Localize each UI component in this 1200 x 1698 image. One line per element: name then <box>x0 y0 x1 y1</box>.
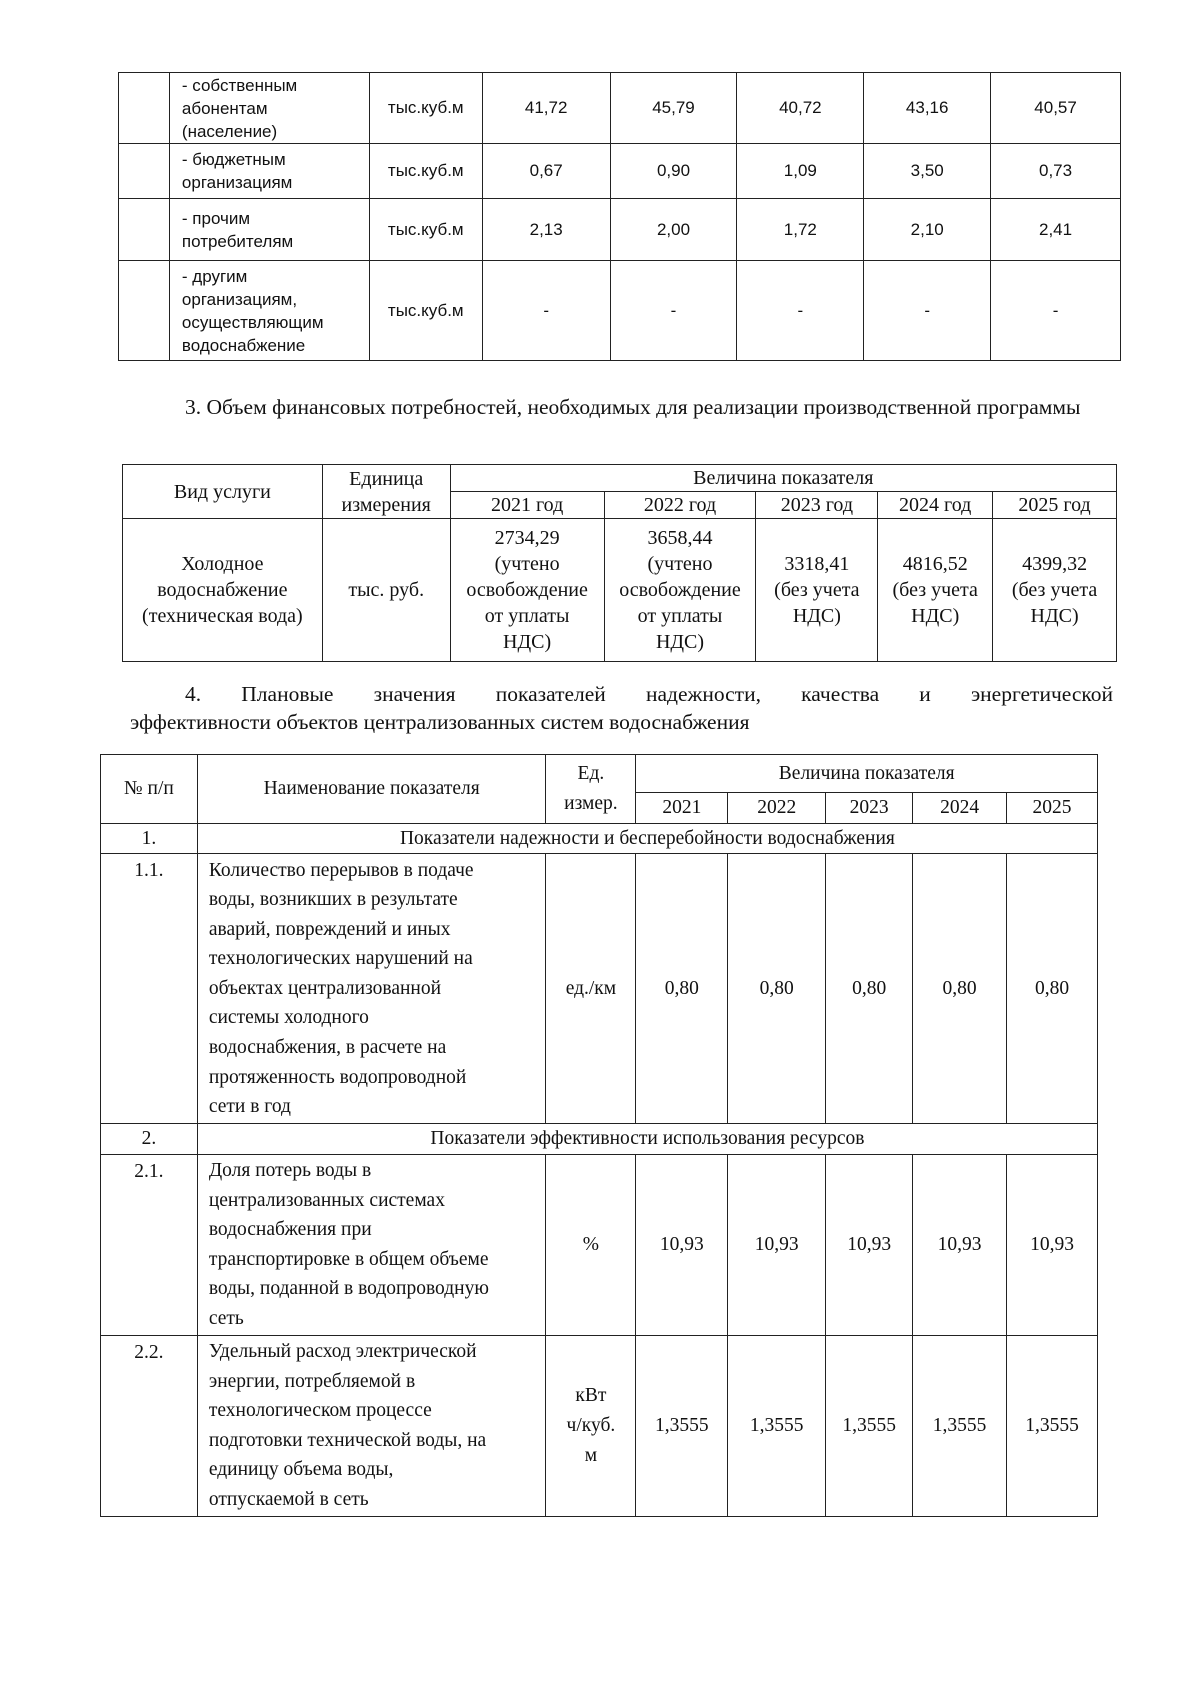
value-2022: 45,79 <box>610 73 737 144</box>
value-2023: 0,80 <box>826 854 913 1124</box>
header-year: 2023 <box>826 793 913 824</box>
section-4-heading <box>130 680 1113 708</box>
value-2023: 1,09 <box>737 144 864 199</box>
row-num: 1.1. <box>101 854 198 1124</box>
section-title: Показатели надежности и бесперебойности водоснабжения <box>197 823 1097 854</box>
value-2023: 1,3555 <box>826 1335 913 1516</box>
section-title: Показатели эффективности использования ресурсов <box>197 1124 1097 1155</box>
header-value: Величина показателя <box>636 755 1098 793</box>
indicator-name: Удельный расход электрической энергии, потребляемой в технологическом процессе подготовки технической воды, на единицу объема воды, отпускаемой в сеть <box>197 1335 546 1516</box>
row-num-cell <box>119 144 170 199</box>
value-2025: 40,57 <box>991 73 1121 144</box>
table-row <box>101 854 1098 1124</box>
value-2023: 10,93 <box>826 1154 913 1335</box>
section-num: 1. <box>101 823 198 854</box>
table-row <box>123 519 1117 662</box>
table-row <box>119 144 1121 199</box>
table-row <box>119 73 1121 144</box>
section-4-heading-line-2: эффективности объектов централизованных систем водоснабжения <box>130 710 750 734</box>
value-2024: 4816,52 (без учета НДС) <box>878 519 993 662</box>
consumer-unit: тыс.куб.м <box>369 73 482 144</box>
header-year: 2025 год <box>993 492 1117 519</box>
header-value: Величина показателя <box>450 465 1116 492</box>
value-2022: 3658,44 (учтено освобождение от уплаты НДС) <box>604 519 756 662</box>
section-3-heading: 3. Объем финансовых потребностей, необходимых для реализации производственной программы <box>185 395 1081 419</box>
value-2021: 41,72 <box>482 73 610 144</box>
value-2025: 0,80 <box>1007 854 1098 1124</box>
value-2022: 2,00 <box>610 199 737 261</box>
row-num: 2.1. <box>101 1154 198 1335</box>
indicator-name: Количество перерывов в подаче воды, возникших в результате аварий, повреждений и иных технологических нарушений на объектах централизованной системы холодного водоснабжения, в расчете на протяженность водопроводной сети в год <box>197 854 546 1124</box>
value-2022: 1,3555 <box>728 1335 826 1516</box>
header-num: № п/п <box>101 755 198 824</box>
header-year: 2021 <box>636 793 728 824</box>
header-year: 2025 <box>1007 793 1098 824</box>
table-row <box>119 199 1121 261</box>
value-2024: 1,3555 <box>913 1335 1007 1516</box>
value-2025: 10,93 <box>1007 1154 1098 1335</box>
section-4-heading-line-1: 4. Плановые значения показателей надежности, качества и энергетической <box>185 682 1113 706</box>
indicator-unit: кВт ч/куб. м <box>546 1335 636 1516</box>
header-unit: Ед. измер. <box>546 755 636 824</box>
value-2021: 2734,29 (учтено освобождение от уплаты НДС) <box>450 519 604 662</box>
value-2024: 10,93 <box>913 1154 1007 1335</box>
value-2025: - <box>991 261 1121 361</box>
row-num: 2.2. <box>101 1335 198 1516</box>
table-row <box>119 261 1121 361</box>
header-year: 2024 <box>913 793 1007 824</box>
section-row <box>101 1124 1098 1155</box>
consumer-label: - другим организациям, осуществляющим водоснабжение <box>169 261 369 361</box>
value-2023: - <box>737 261 864 361</box>
consumer-unit: тыс.куб.м <box>369 261 482 361</box>
row-num-cell <box>119 199 170 261</box>
value-2021: 0,80 <box>636 854 728 1124</box>
indicators-table <box>100 754 1098 1517</box>
value-2021: 0,67 <box>482 144 610 199</box>
value-2025: 2,41 <box>991 199 1121 261</box>
value-2023: 40,72 <box>737 73 864 144</box>
value-2025: 1,3555 <box>1007 1335 1098 1516</box>
header-unit: Единица измерения <box>322 465 450 519</box>
value-2022: 0,80 <box>728 854 826 1124</box>
header-year: 2024 год <box>878 492 993 519</box>
value-2022: 0,90 <box>610 144 737 199</box>
financial-needs-table <box>122 464 1117 662</box>
value-2025: 0,73 <box>991 144 1121 199</box>
value-2024: 2,10 <box>864 199 991 261</box>
consumer-label: - прочим потребителям <box>169 199 369 261</box>
service-unit: тыс. руб. <box>322 519 450 662</box>
value-2021: 10,93 <box>636 1154 728 1335</box>
row-num-cell <box>119 261 170 361</box>
table-row <box>101 1154 1098 1335</box>
header-service: Вид услуги <box>123 465 323 519</box>
consumer-label: - собственным абонентам (население) <box>169 73 369 144</box>
value-2024: - <box>864 261 991 361</box>
row-num-cell <box>119 73 170 144</box>
value-2024: 3,50 <box>864 144 991 199</box>
indicator-unit: % <box>546 1154 636 1335</box>
value-2024: 43,16 <box>864 73 991 144</box>
value-2023: 1,72 <box>737 199 864 261</box>
value-2022: 10,93 <box>728 1154 826 1335</box>
header-year: 2022 год <box>604 492 756 519</box>
value-2022: - <box>610 261 737 361</box>
section-row <box>101 823 1098 854</box>
service-name: Холодное водоснабжение (техническая вода) <box>123 519 323 662</box>
value-2025: 4399,32 (без учета НДС) <box>993 519 1117 662</box>
header-name: Наименование показателя <box>197 755 546 824</box>
consumer-unit: тыс.куб.м <box>369 144 482 199</box>
header-year: 2021 год <box>450 492 604 519</box>
table-row <box>101 1335 1098 1516</box>
consumer-label: - бюджетным организациям <box>169 144 369 199</box>
section-num: 2. <box>101 1124 198 1155</box>
header-year: 2023 год <box>756 492 878 519</box>
consumption-table <box>118 72 1121 361</box>
value-2021: 2,13 <box>482 199 610 261</box>
value-2024: 0,80 <box>913 854 1007 1124</box>
indicator-name: Доля потерь воды в централизованных системах водоснабжения при транспортировке в общем объеме воды, поданной в водопроводную сеть <box>197 1154 546 1335</box>
header-year: 2022 <box>728 793 826 824</box>
indicator-unit: ед./км <box>546 854 636 1124</box>
consumer-unit: тыс.куб.м <box>369 199 482 261</box>
value-2023: 3318,41 (без учета НДС) <box>756 519 878 662</box>
value-2021: - <box>482 261 610 361</box>
value-2021: 1,3555 <box>636 1335 728 1516</box>
